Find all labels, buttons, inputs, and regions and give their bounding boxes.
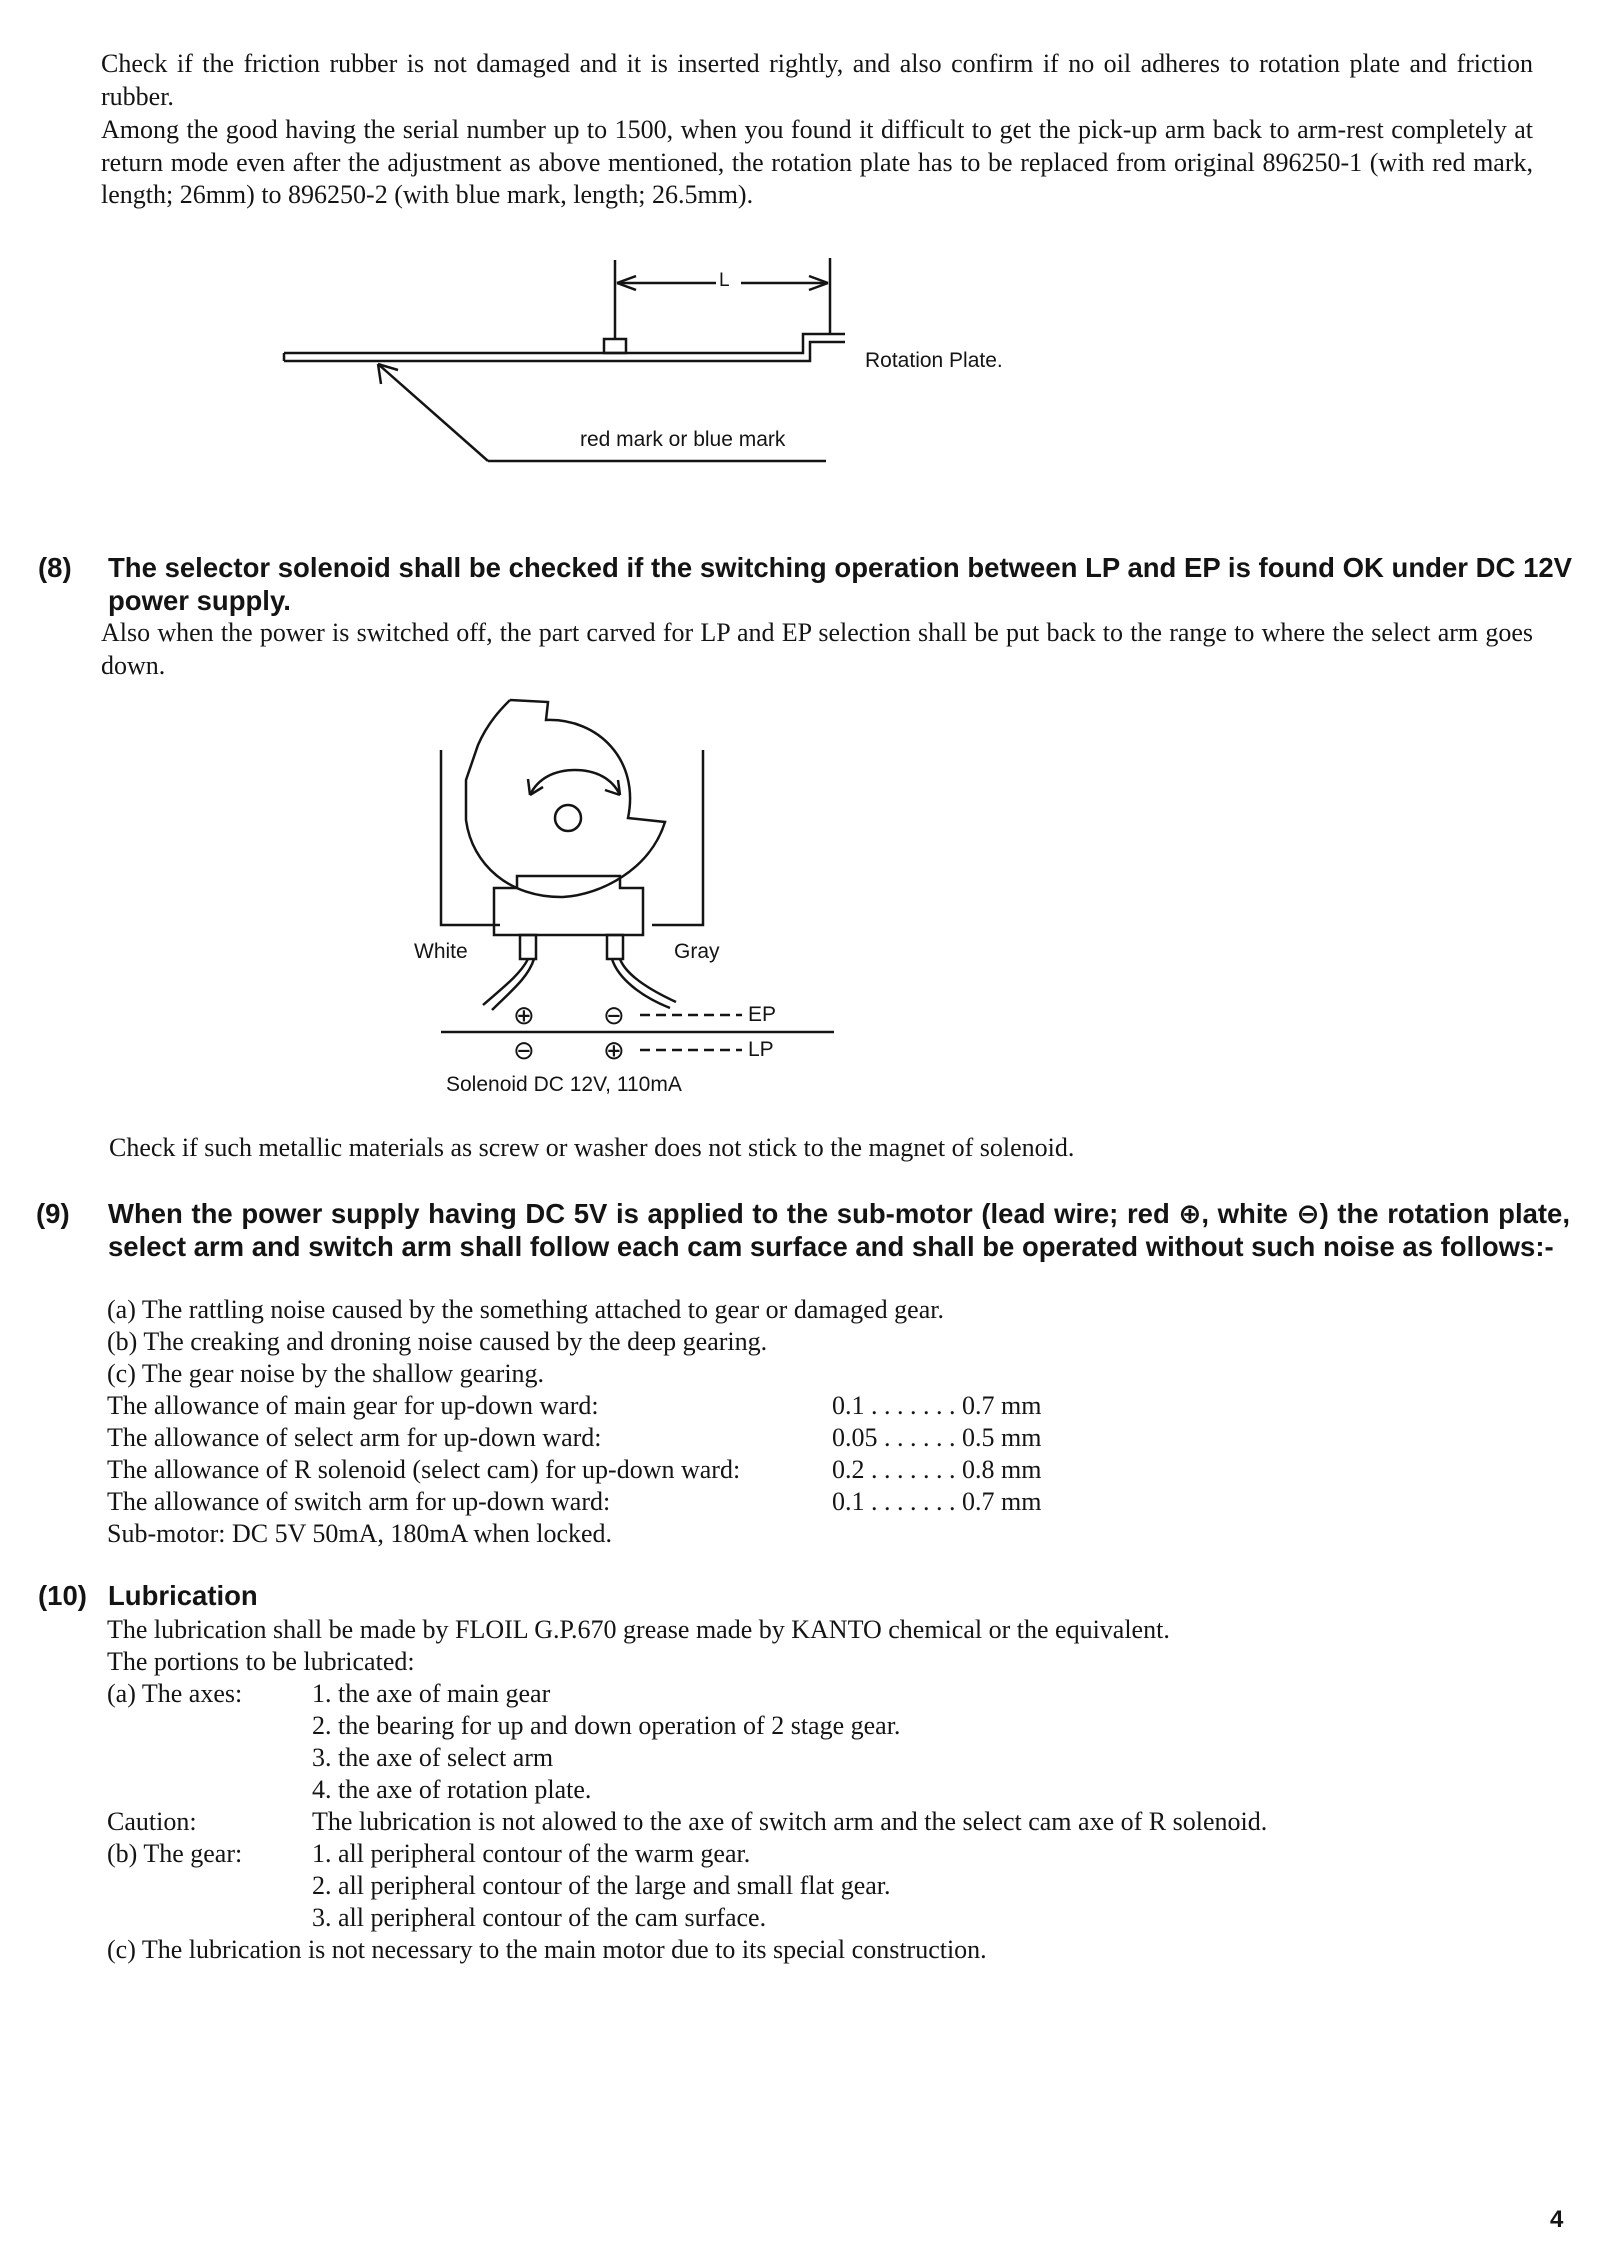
plus-terminal-icon: ⊕ <box>603 1035 625 1065</box>
allowance-label: The allowance of switch arm for up-down ward: <box>107 1487 611 1516</box>
submotor-spec: Sub-motor: DC 5V 50mA, 180mA when locked. <box>107 1519 613 1548</box>
intro-paragraph-rotation-plate: Among the good having the serial number up to 1500, when you found it difficult to get the pick-up arm back to arm-rest completely at return mode even after the adjustment as above mentioned, the rotation plate has to be replaced from original 896250-1 (with red mark, length; 26mm) to 896250-2 (with blue mark, length; 26.5mm). <box>101 115 1533 209</box>
section-10-title: Lubrication <box>108 1580 258 1611</box>
white-wire-label: White <box>414 940 468 963</box>
minus-terminal-icon: ⊖ <box>513 1035 535 1065</box>
allowance-value: 0.1 . . . . . . . 0.7 mm <box>832 1487 1042 1516</box>
section-9-title: When the power supply having DC 5V is applied to the sub-motor (lead wire; red ⊕, white ⊖) the rotation plate, select arm and switch arm shall follow each cam surface and shall be operated without such noise as follows:- <box>108 1198 1570 1262</box>
section-8-note: Check if such metallic materials as screw or washer does not stick to the magnet of solenoid. <box>109 1133 1075 1162</box>
section-9-number: (9) <box>36 1198 70 1229</box>
gray-wire-label: Gray <box>674 940 720 963</box>
solenoid-spec-caption: Solenoid DC 12V, 110mA <box>446 1073 682 1096</box>
list-item: 1. all peripheral contour of the warm gear. <box>312 1839 751 1868</box>
section-10-number: (10) <box>38 1580 87 1611</box>
lubrication-portions: The portions to be lubricated: <box>107 1647 415 1676</box>
gear-label: (b) The gear: <box>107 1839 243 1868</box>
section-8-title: The selector solenoid shall be checked if the switching operation between LP and EP is found OK under DC 12V power supply. <box>108 552 1572 616</box>
list-item: (b) The creaking and droning noise caused by the deep gearing. <box>107 1327 768 1356</box>
list-item: 4. the axe of rotation plate. <box>312 1775 592 1804</box>
plus-terminal-icon: ⊕ <box>513 1000 535 1030</box>
list-item: (a) The rattling noise caused by the something attached to gear or damaged gear. <box>107 1295 944 1324</box>
list-item: 2. all peripheral contour of the large and small flat gear. <box>312 1871 891 1900</box>
dimension-l-label: L <box>719 270 730 291</box>
allowance-label: The allowance of main gear for up-down ward: <box>107 1391 599 1420</box>
axes-label: (a) The axes: <box>107 1679 243 1708</box>
color-mark-label: red mark or blue mark <box>580 428 786 451</box>
section-8-number: (8) <box>38 552 72 583</box>
rotation-plate-label: Rotation Plate. <box>865 349 1003 372</box>
lubrication-grease: The lubrication shall be made by FLOIL G.P.670 grease made by KANTO chemical or the equivalent. <box>107 1615 1170 1644</box>
minus-terminal-icon: ⊖ <box>603 1000 625 1030</box>
list-item: 3. the axe of select arm <box>312 1743 554 1772</box>
caution-label: Caution: <box>107 1807 197 1836</box>
page-number: 4 <box>1550 2206 1564 2233</box>
allowance-label: The allowance of R solenoid (select cam) for up-down ward: <box>107 1455 741 1484</box>
allowance-value: 0.1 . . . . . . . 0.7 mm <box>832 1391 1042 1420</box>
lp-label: LP <box>748 1038 774 1061</box>
allowance-value: 0.2 . . . . . . . 0.8 mm <box>832 1455 1042 1484</box>
main-motor-note: (c) The lubrication is not necessary to the main motor due to its special construction. <box>107 1935 987 1964</box>
ep-label: EP <box>748 1003 777 1026</box>
list-item: 1. the axe of main gear <box>312 1679 551 1708</box>
intro-paragraph-friction: Check if the friction rubber is not damaged and it is inserted rightly, and also confirm if no oil adheres to rotation plate and friction rubber. <box>101 49 1533 111</box>
list-item: 2. the bearing for up and down operation of 2 stage gear. <box>312 1711 901 1740</box>
list-item: 3. all peripheral contour of the cam surface. <box>312 1903 767 1932</box>
allowance-label: The allowance of select arm for up-down ward: <box>107 1423 602 1452</box>
allowance-value: 0.05 . . . . . . 0.5 mm <box>832 1423 1042 1452</box>
section-8-body: Also when the power is switched off, the part carved for LP and EP selection shall be put back to the range to where the select arm goes down. <box>101 618 1533 680</box>
caution-text: The lubrication is not alowed to the axe of switch arm and the select cam axe of R solenoid. <box>312 1807 1268 1836</box>
list-item: (c) The gear noise by the shallow gearing. <box>107 1359 545 1388</box>
